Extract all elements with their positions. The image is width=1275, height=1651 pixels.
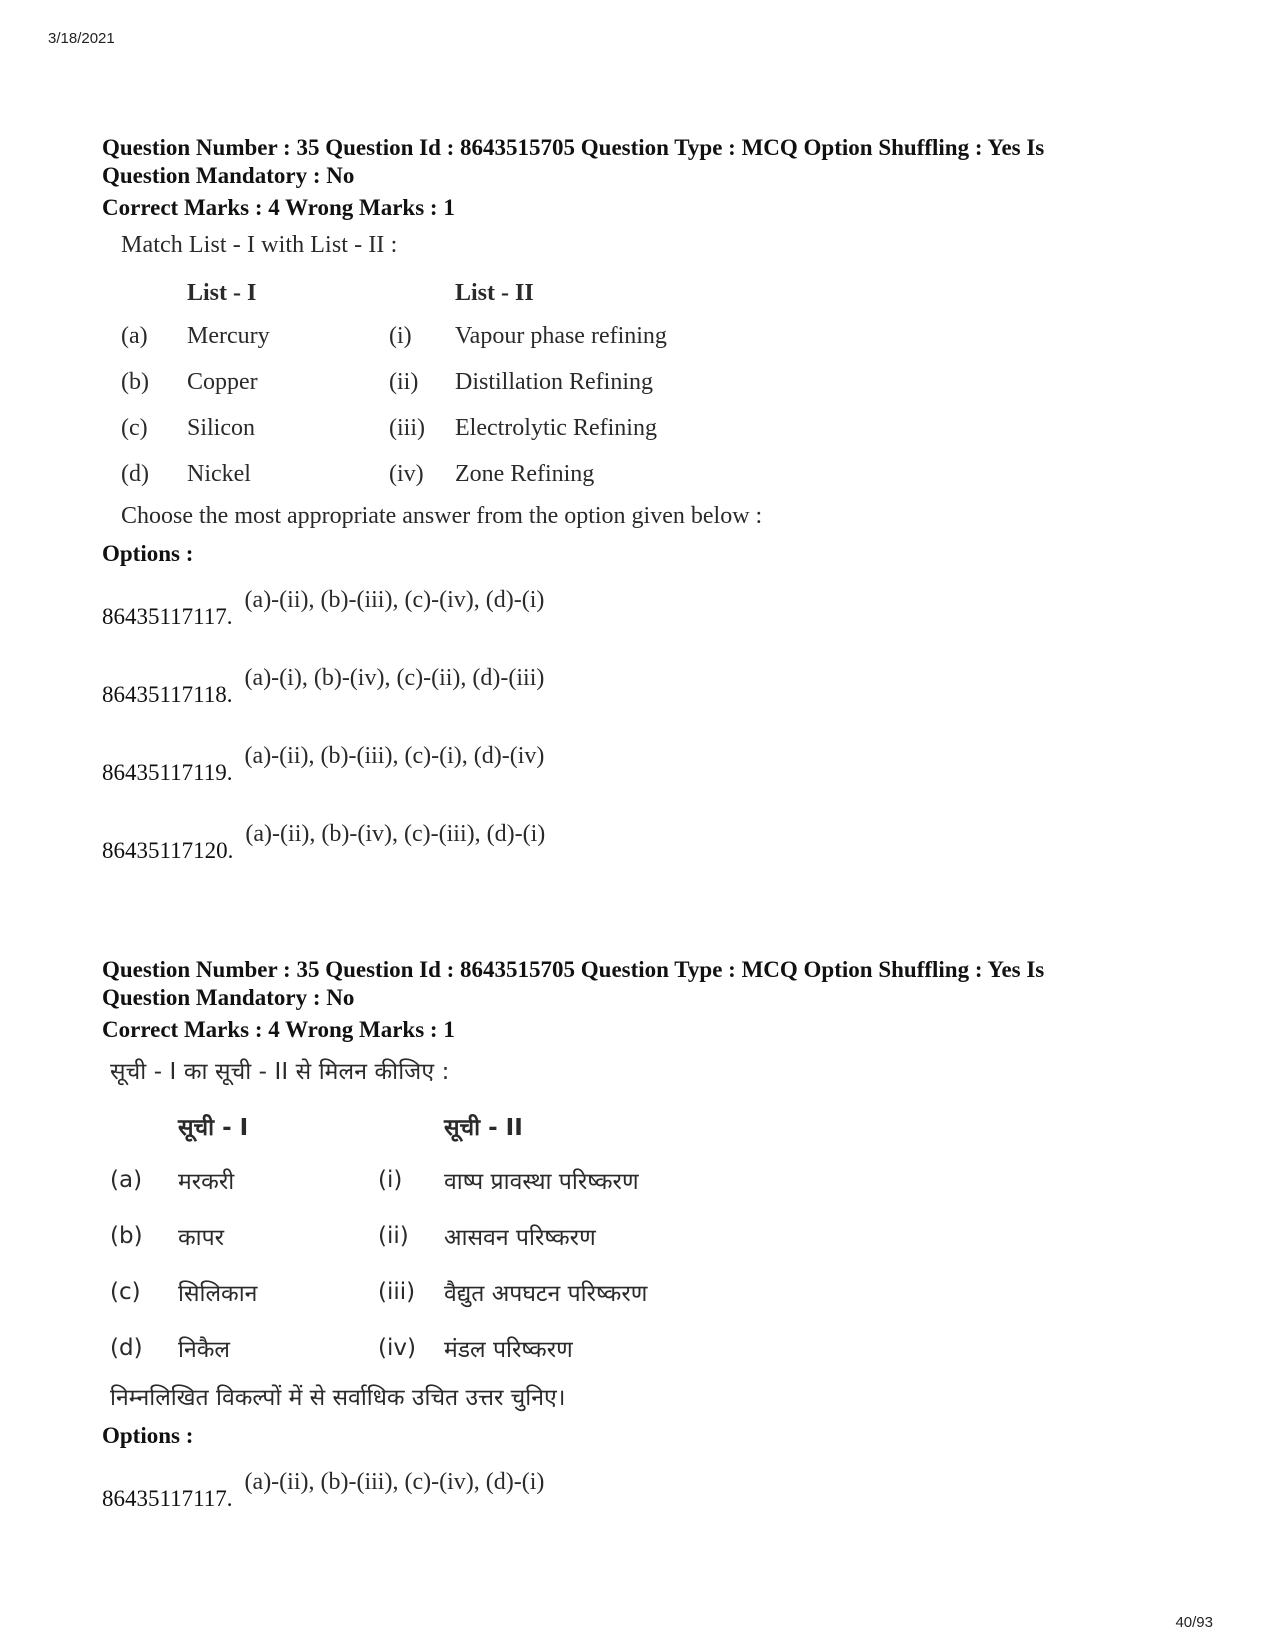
list-1-header: सूची - I [178, 1115, 249, 1141]
option-text: (a)-(ii), (b)-(iii), (c)-(iv), (d)-(i) [244, 587, 545, 613]
list-2-item: Electrolytic Refining [455, 414, 657, 441]
match-row [121, 313, 667, 359]
row-numeral: (iv) [378, 1335, 416, 1361]
row-letter: (b) [121, 368, 149, 395]
question-block-hindi [102, 956, 1182, 1516]
option-id: 86435117119. [102, 760, 233, 785]
question-content [110, 1054, 1182, 1412]
match-row [110, 1264, 647, 1320]
list-2-item: Vapour phase refining [455, 322, 667, 349]
question-stem: Match List - I with List - II : [121, 232, 398, 258]
match-row [110, 1320, 647, 1376]
option-item[interactable] [102, 634, 1182, 712]
option-text: (a)-(ii), (b)-(iii), (c)-(i), (d)-(iv) [244, 743, 545, 769]
question-meta: Question Number : 35 Question Id : 8643515705 Question Type : MCQ Option Shuffling : Yes Is Question Mandatory : No [102, 135, 1045, 188]
list-2-item: वाष्प प्रावस्था परिष्करण [444, 1169, 639, 1195]
row-numeral: (i) [389, 322, 412, 349]
list-1-item: कापर [178, 1225, 225, 1251]
row-letter: (c) [110, 1279, 141, 1305]
list-2-item: Zone Refining [455, 460, 595, 487]
list-1-item: Nickel [187, 460, 251, 487]
list-2-header: सूची - II [444, 1115, 523, 1141]
option-id: 86435117120. [102, 838, 234, 863]
row-letter: (b) [110, 1223, 143, 1249]
match-row [110, 1152, 647, 1208]
list-1-item: निकैल [178, 1337, 230, 1363]
list-1-item: Mercury [187, 322, 270, 349]
row-numeral: (iii) [378, 1279, 416, 1305]
option-item[interactable] [102, 568, 1182, 634]
list-2-header: List - II [455, 279, 534, 306]
option-id: 86435117117. [102, 1486, 233, 1511]
list-2-item: Distillation Refining [455, 368, 653, 395]
list-1-item: सिलिकान [178, 1281, 258, 1307]
option-id: 86435117117. [102, 604, 233, 629]
row-letter: (a) [121, 322, 148, 349]
list-1-header: List - I [187, 279, 257, 306]
question-stem: सूची - I का सूची - II से मिलन कीजिए : [110, 1059, 450, 1085]
option-item[interactable] [102, 790, 1182, 868]
question-marks: Correct Marks : 4 Wrong Marks : 1 [102, 1017, 455, 1042]
list-2-item: आसवन परिष्करण [444, 1225, 596, 1251]
list-2-item: मंडल परिष्करण [444, 1337, 573, 1363]
option-text: (a)-(ii), (b)-(iii), (c)-(iv), (d)-(i) [244, 1469, 545, 1495]
option-item[interactable] [102, 1450, 1182, 1516]
row-numeral: (ii) [378, 1223, 409, 1249]
options-label: Options : [102, 1423, 194, 1448]
list-1-item: Silicon [187, 414, 256, 441]
row-letter: (d) [121, 460, 149, 487]
choose-instruction: Choose the most appropriate answer from the option given below : [121, 503, 763, 529]
row-numeral: (iii) [389, 414, 425, 441]
row-numeral: (ii) [389, 368, 419, 395]
choose-instruction: निम्नलिखित विकल्पों में से सर्वाधिक उचित उत्तर चुनिए। [110, 1385, 566, 1411]
question-meta: Question Number : 35 Question Id : 8643515705 Question Type : MCQ Option Shuffling : Yes Is Question Mandatory : No [102, 957, 1045, 1010]
option-item[interactable] [102, 712, 1182, 790]
page-date: 3/18/2021 [48, 30, 115, 47]
list-2-item: वैद्युत अपघटन परिष्करण [444, 1281, 648, 1307]
row-numeral: (i) [378, 1167, 403, 1193]
match-row [121, 359, 667, 405]
row-letter: (d) [110, 1335, 143, 1361]
match-list-header [110, 1100, 647, 1152]
question-content [121, 232, 1182, 530]
option-text: (a)-(i), (b)-(iv), (c)-(ii), (d)-(iii) [244, 665, 545, 691]
page-number: 40/93 [1175, 1614, 1213, 1631]
match-list-table [110, 1100, 647, 1376]
match-list-table [121, 273, 667, 497]
option-id: 86435117118. [102, 682, 233, 707]
row-letter: (a) [110, 1167, 143, 1193]
list-1-item: मरकरी [178, 1169, 235, 1195]
match-list-header [121, 273, 667, 313]
match-row [121, 405, 667, 451]
question-block-english [102, 134, 1182, 868]
question-marks: Correct Marks : 4 Wrong Marks : 1 [102, 195, 455, 220]
row-numeral: (iv) [389, 460, 424, 487]
options-label: Options : [102, 541, 194, 566]
match-row [121, 451, 667, 497]
option-text: (a)-(ii), (b)-(iv), (c)-(iii), (d)-(i) [245, 821, 546, 847]
match-row [110, 1208, 647, 1264]
row-letter: (c) [121, 414, 148, 441]
list-1-item: Copper [187, 368, 258, 395]
